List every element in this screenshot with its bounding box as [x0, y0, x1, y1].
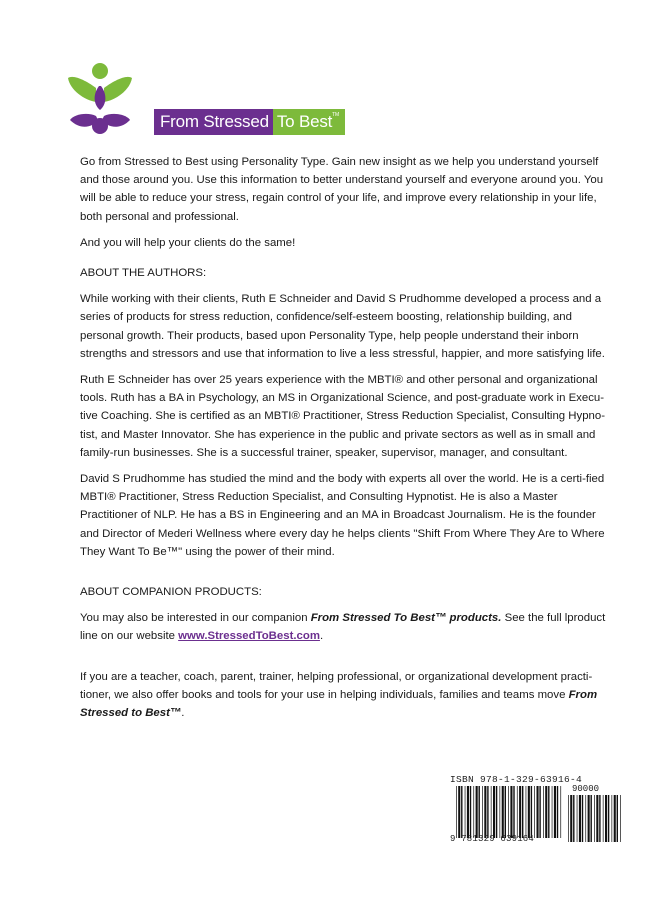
authors-paragraph-1: While working with their clients, Ruth E Schneider and David S Prudhomme developed a process and a series of products for stress reduction, confidence/self-esteem boosting, relationship building, and personal growth. Their products, based upon Personality Type, help people understand their inborn strengths and stressors and use that information to live a less stressful, happier, and more satisfying life.: [80, 293, 605, 360]
barcode-bars-addon: [568, 795, 622, 842]
description-body: [80, 153, 612, 730]
authors-paragraph-ruth: Ruth E Schneider has over 25 years experience with the MBTI® and other personal and organizational tools. Ruth has a BA in Psychology, an MS in Organizational Science, and post-graduate work in Execu-tive Coaching. She is certified as an MBTI® Practitioner, Stress Reduction Specialist, Consulting Hypno-tist, and Master Innovator. She has experience in the public and private sectors as well as in small and family-run businesses. She is a successful trainer, speaker, supervisor, manager, and consultant.: [80, 374, 606, 459]
brand-part-two: [273, 109, 345, 135]
authors-heading: ABOUT THE AUTHORS:: [80, 267, 207, 280]
intro-paragraph: Go from Stressed to Best using Personality Type. Gain new insight as we help you understand yourself and those around you. Use this information to better understand yourself and everyone around you. You will be able to reduce your stress, regain control of your life, and improve every relationship in your life, both personal and professional.: [80, 156, 604, 223]
companion-text-mid: See the full lproduct line on our website: [80, 612, 606, 643]
barcode-digits: 9 781329 639164: [450, 834, 535, 844]
companion-paragraph: [80, 609, 612, 645]
price-code: 90000: [572, 784, 600, 794]
intro-clients-line: And you will help your clients do the same!: [80, 236, 296, 249]
isbn-barcode: [450, 774, 628, 846]
brand-wordmark: [154, 109, 345, 135]
brand-trademark: TM: [332, 112, 339, 118]
logo-flower-icon: [66, 62, 134, 146]
companion-heading: ABOUT COMPANION PRODUCTS:: [80, 586, 262, 599]
brand-part-two-text: To Best: [276, 112, 333, 131]
closing-paragraph: [80, 668, 612, 723]
website-link[interactable]: www.StressedToBest.com: [178, 630, 320, 643]
section-spacer: [80, 569, 612, 583]
closing-emphasis: From Stressed to Best™: [80, 688, 598, 720]
closing-text: If you are a teacher, coach, parent, trainer, helping professional, or organizational development practi-tioner, we also offer books and tools for your use in helping individuals, families and teams move: [80, 670, 593, 701]
section-spacer-2: [80, 654, 612, 668]
isbn-label: ISBN 978-1-329-63916-4: [450, 774, 583, 785]
barcode-bars-main: [456, 786, 562, 838]
authors-paragraph-david: David S Prudhomme has studied the mind and the body with experts all over the world. He is a certi-fied MBTI® Practitioner, Stress Reduction Specialist, and Consulting Hypnotist. He is also a Master Practitioner of NLP. He has a BS in Engineering and an MA in Broadcast Journalism. He is the founder and Director of Mederi Wellness where every day he helps clients "Shift From Where They Are to Where They Want To Be™" using the power of their mind.: [80, 473, 605, 558]
companion-product-name: From Stressed To Best™ products.: [310, 612, 502, 625]
companion-text-pre: You may also be interested in our companion: [80, 612, 311, 625]
brand-part-one: From Stressed: [154, 109, 273, 135]
companion-text-end: .: [319, 630, 324, 643]
closing-text-end: .: [181, 707, 185, 720]
